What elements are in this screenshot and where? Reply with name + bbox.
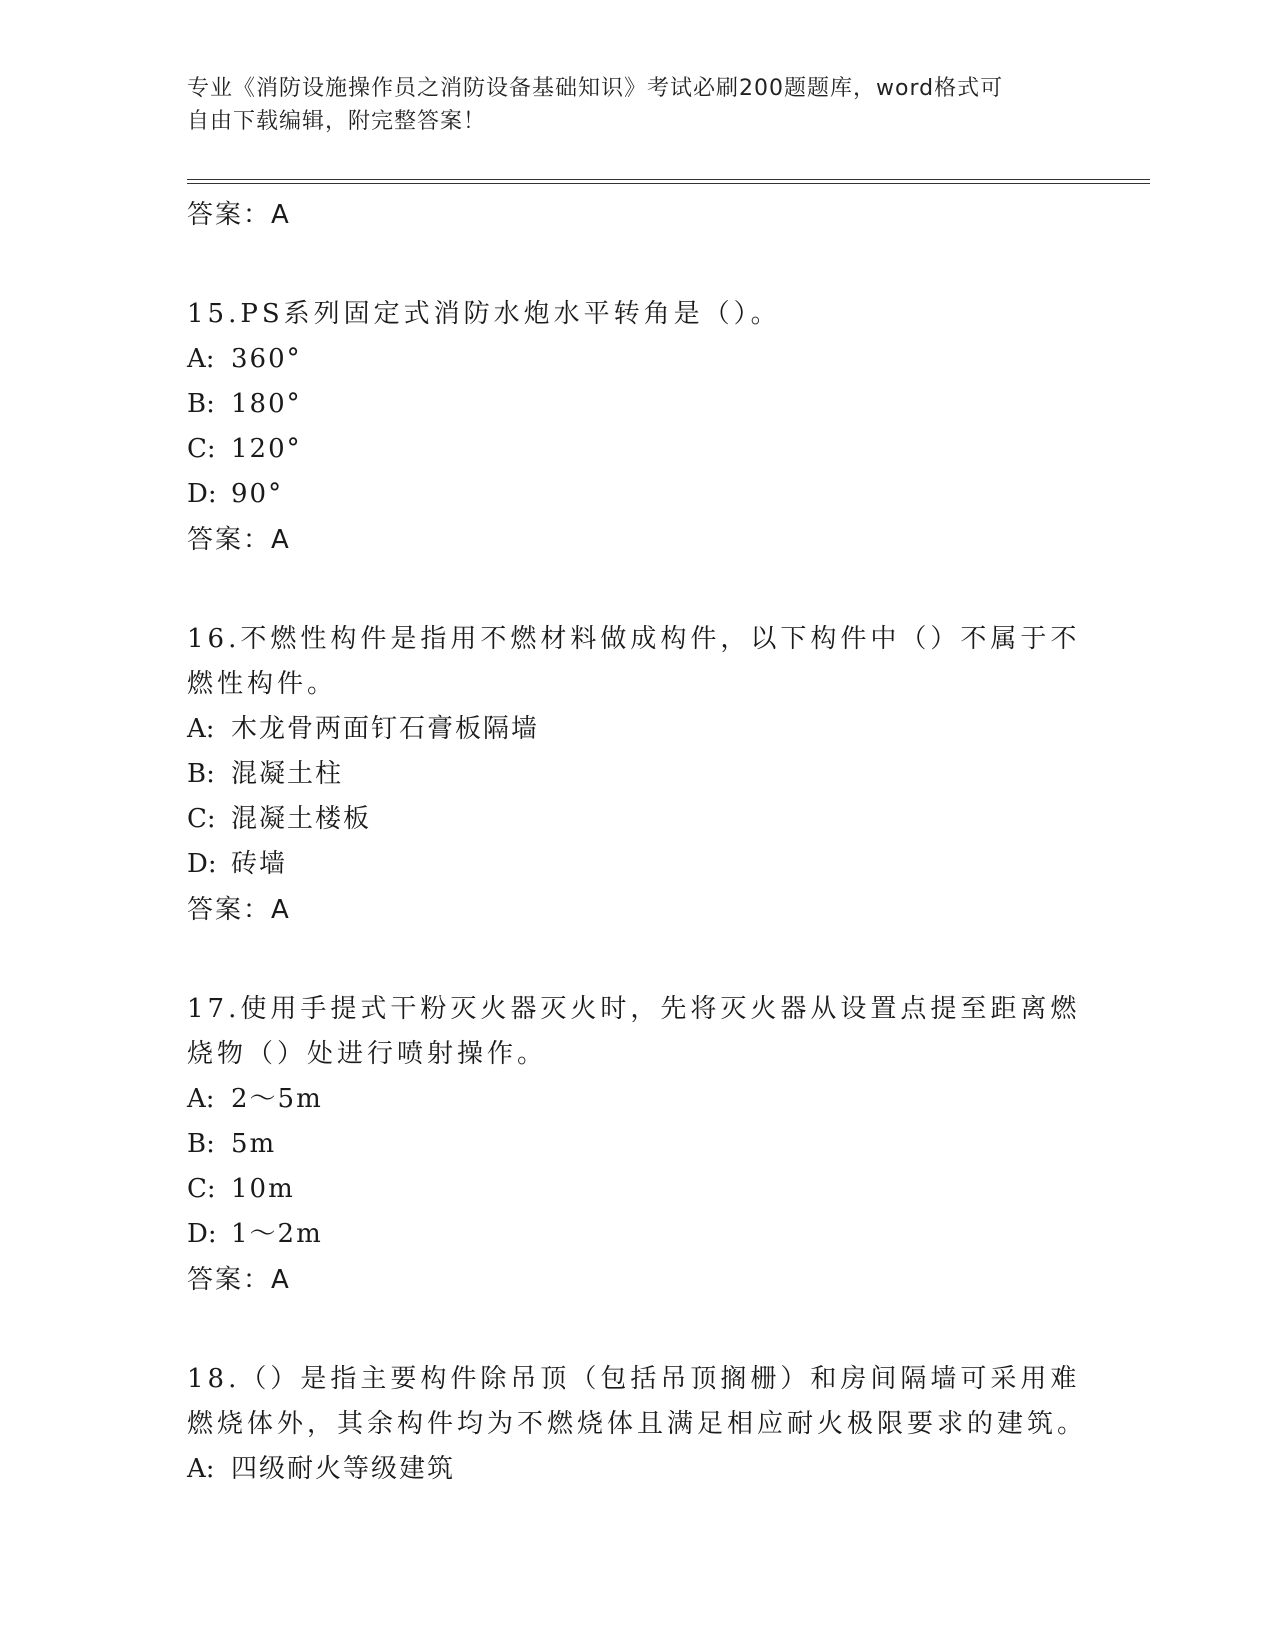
document-header (187, 72, 1087, 138)
option-d: D: 砖墙 (187, 849, 288, 879)
question-16 (187, 617, 1087, 933)
option-b: B: 5m (187, 1129, 277, 1159)
header-line-1: 专业《消防设施操作员之消防设备基础知识》考试必刷200题题库，word格式可 (187, 76, 1004, 101)
question-17 (187, 987, 1087, 1303)
answer-line: 答案：A (187, 1265, 291, 1295)
option-b: B: 混凝土柱 (187, 759, 344, 789)
answer-line: 答案：A (187, 525, 291, 555)
question-list (187, 192, 1087, 1492)
option-d: D: 90° (187, 479, 284, 509)
question-text: 15.PS系列固定式消防水炮水平转角是（）。 (187, 299, 781, 329)
question-text: 16.不燃性构件是指用不燃材料做成构件，以下构件中（）不属于不燃性构件。 (187, 624, 1081, 699)
question-text: 17.使用手提式干粉灭火器灭火时，先将灭火器从设置点提至距离燃烧物（）处进行喷射操作。 (187, 994, 1081, 1069)
question-text: 18.（）是指主要构件除吊顶（包括吊顶搁栅）和房间隔墙可采用难燃烧体外，其余构件均为不燃烧体且满足相应耐火极限要求的建筑。 (187, 1364, 1088, 1439)
option-d: D: 1～2m (187, 1219, 323, 1249)
option-b: B: 180° (187, 389, 302, 419)
option-c: C: 混凝土楼板 (187, 804, 372, 834)
option-a: A: 360° (187, 344, 302, 374)
option-c: C: 10m (187, 1174, 295, 1204)
header-divider (187, 179, 1150, 184)
option-a: A: 2～5m (187, 1084, 323, 1114)
option-a: A: 四级耐火等级建筑 (187, 1454, 456, 1484)
option-a: A: 木龙骨两面钉石膏板隔墙 (187, 714, 540, 744)
answer-line: 答案：A (187, 895, 291, 925)
question-15 (187, 292, 1087, 563)
option-c: C: 120° (187, 434, 302, 464)
header-line-2: 自由下载编辑，附完整答案！ (187, 109, 487, 134)
question-18 (187, 1357, 1087, 1492)
answer-line: 答案：A (187, 200, 291, 230)
